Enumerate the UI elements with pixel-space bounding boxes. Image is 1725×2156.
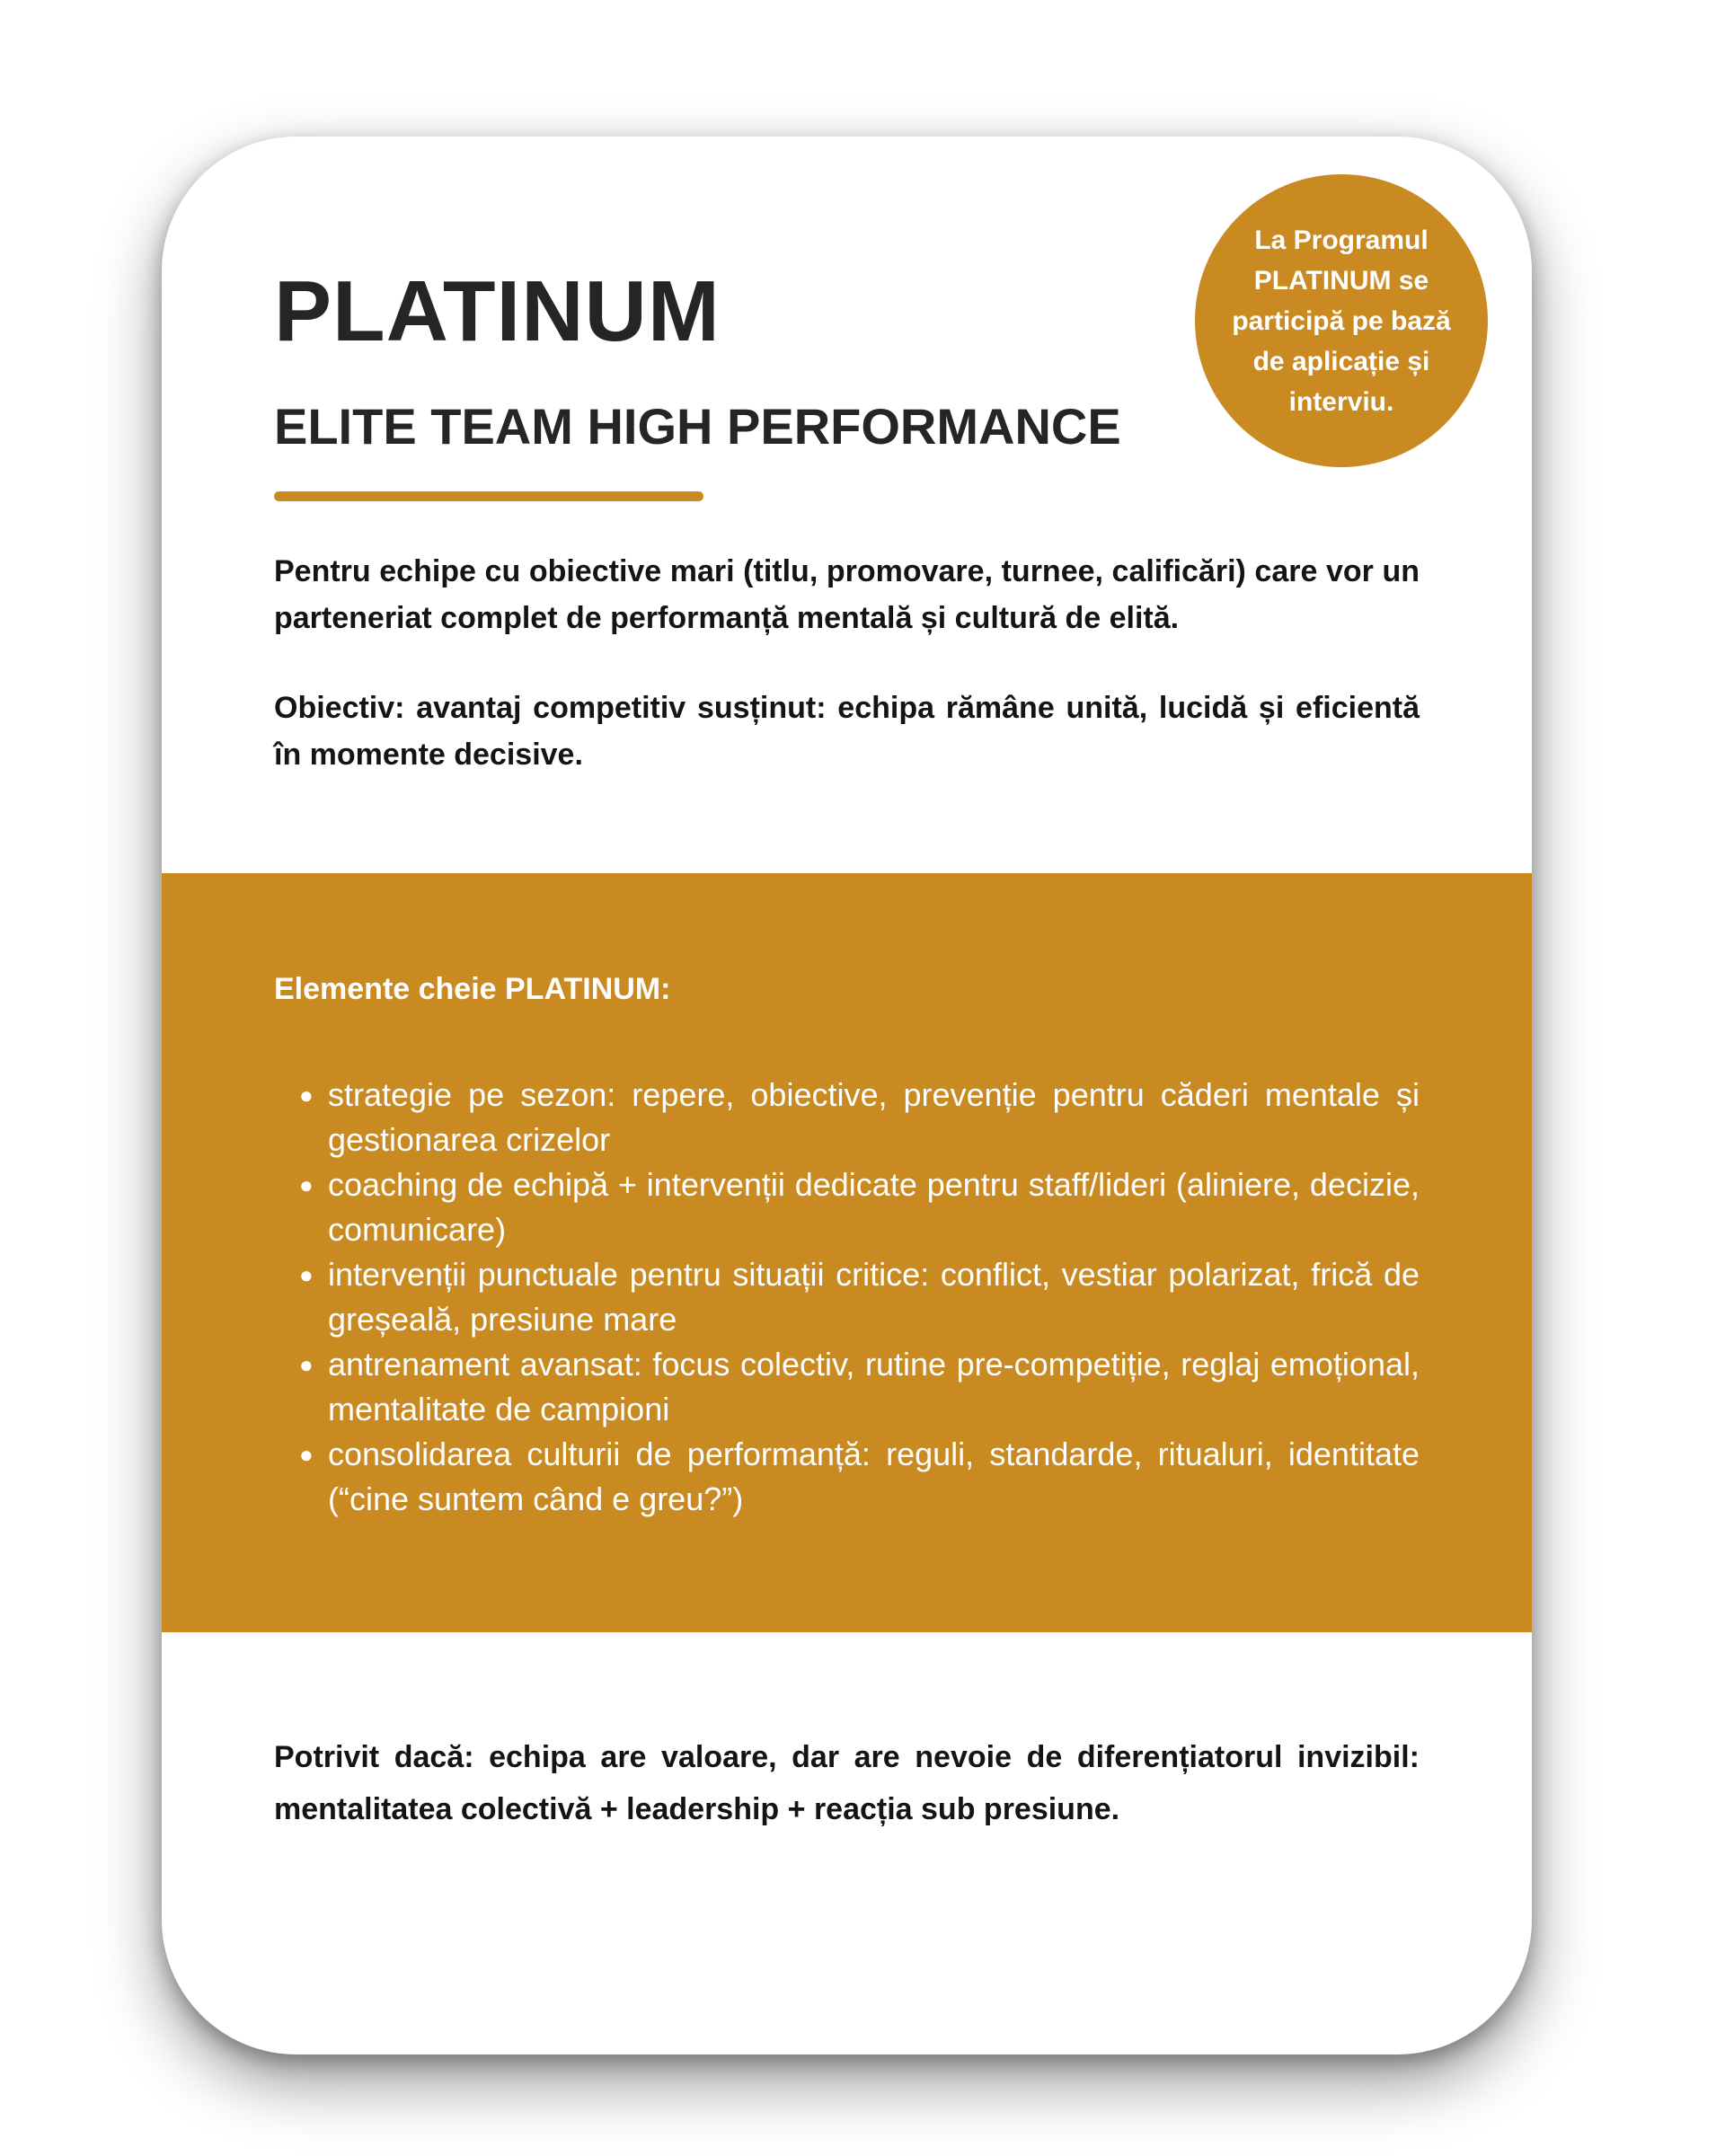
fit-paragraph: Potrivit dacă: echipa are valoare, dar are nevoie de diferențiatorul invizibil: mentalitatea colectivă + leadership + reacția sub presiune. [274,1740,1420,1826]
bullet-icon: ● [299,1171,314,1198]
bullet-icon: ● [299,1351,314,1378]
bullet-icon: ● [299,1082,314,1109]
key-elements-section [162,873,1532,1632]
list-item-text: strategie pe sezon: repere, obiective, prevenție pentru căderi mentale și gestionarea crizelor [328,1076,1420,1158]
objective-paragraph: Obiectiv: avantaj competitiv susținut: echipa rămâne unită, lucidă și eficientă în momente decisive. [274,691,1420,772]
list-item [274,1252,1420,1342]
list-item-text: intervenții punctuale pentru situații critice: conflict, vestiar polarizat, frică de greșeală, presiune mare [328,1256,1420,1338]
key-elements-list [274,1073,1420,1522]
application-badge [1195,174,1488,467]
badge-text: La Programul PLATINUM se participă pe bază de aplicație și interviu. [1232,225,1451,417]
intro-paragraph: Pentru echipe cu obiective mari (titlu, promovare, turnee, calificări) care vor un parteneriat complet de performanță mentală și cultură de elită. [274,554,1420,635]
card-subtitle: ELITE TEAM HIGH PERFORMANCE [274,398,1121,455]
list-item-text: consolidarea culturii de performanță: reguli, standarde, ritualuri, identitate (“cine suntem când e greu?”) [328,1436,1420,1517]
list-item [274,1342,1420,1432]
list-item [274,1162,1420,1252]
bullet-icon: ● [299,1441,314,1468]
platinum-card [162,137,1532,2054]
title-underline [274,491,703,501]
key-elements-heading: Elemente cheie PLATINUM: [274,972,671,1006]
list-item [274,1432,1420,1522]
list-item [274,1073,1420,1162]
list-item-text: coaching de echipă + intervenții dedicate pentru staff/lideri (aliniere, decizie, comunicare) [328,1166,1420,1248]
list-item-text: antrenament avansat: focus colectiv, rutine pre-competiție, reglaj emoțional, mentalitate de campioni [328,1346,1420,1427]
card-title: PLATINUM [274,263,721,359]
bullet-icon: ● [299,1261,314,1288]
